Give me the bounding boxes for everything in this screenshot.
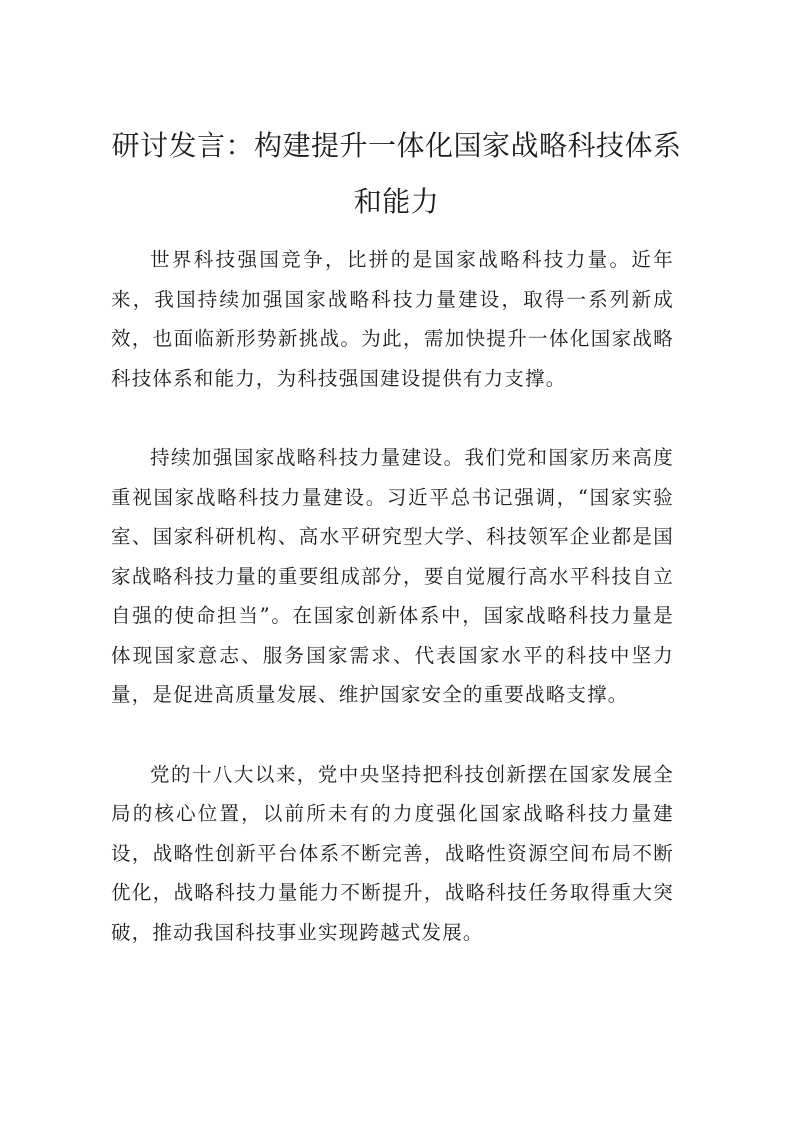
paragraph-1: 世界科技强国竞争，比拼的是国家战略科技力量。近年来，我国持续加强国家战略科技力量建设，取得一系列新成效，也面临新形势新挑战。为此，需加快提升一体化国家战略科技体系和能力，为科技强国建设提供有力支撑。 xyxy=(111,248,674,390)
document-title: 研讨发言：构建提升一体化国家战略科技体系和能力 xyxy=(111,129,682,218)
paragraph-2: 持续加强国家战略科技力量建设。我们党和国家历来高度重视国家战略科技力量建设。习近平总书记强调，“国家实验室、国家科研机构、高水平研究型大学、科技领军企业都是国家战略科技力量的重要组成部分，要自觉履行高水平科技自立自强的使命担当”。在国家创新体系中，国家战略科技力量是体现国家意志、服务国家需求、代表国家水平的科技中坚力量，是促进高质量发展、维护国家安全的重要战略支撑。 xyxy=(111,446,674,706)
document-body xyxy=(111,240,674,992)
paragraph-3: 党的十八大以来，党中央坚持把科技创新摆在国家发展全局的核心位置，以前所未有的力度强化国家战略科技力量建设，战略性创新平台体系不断完善，战略性资源空间布局不断优化，战略科技力量能力不断提升，战略科技任务取得重大突破，推动我国科技事业实现跨越式发展。 xyxy=(111,762,674,944)
